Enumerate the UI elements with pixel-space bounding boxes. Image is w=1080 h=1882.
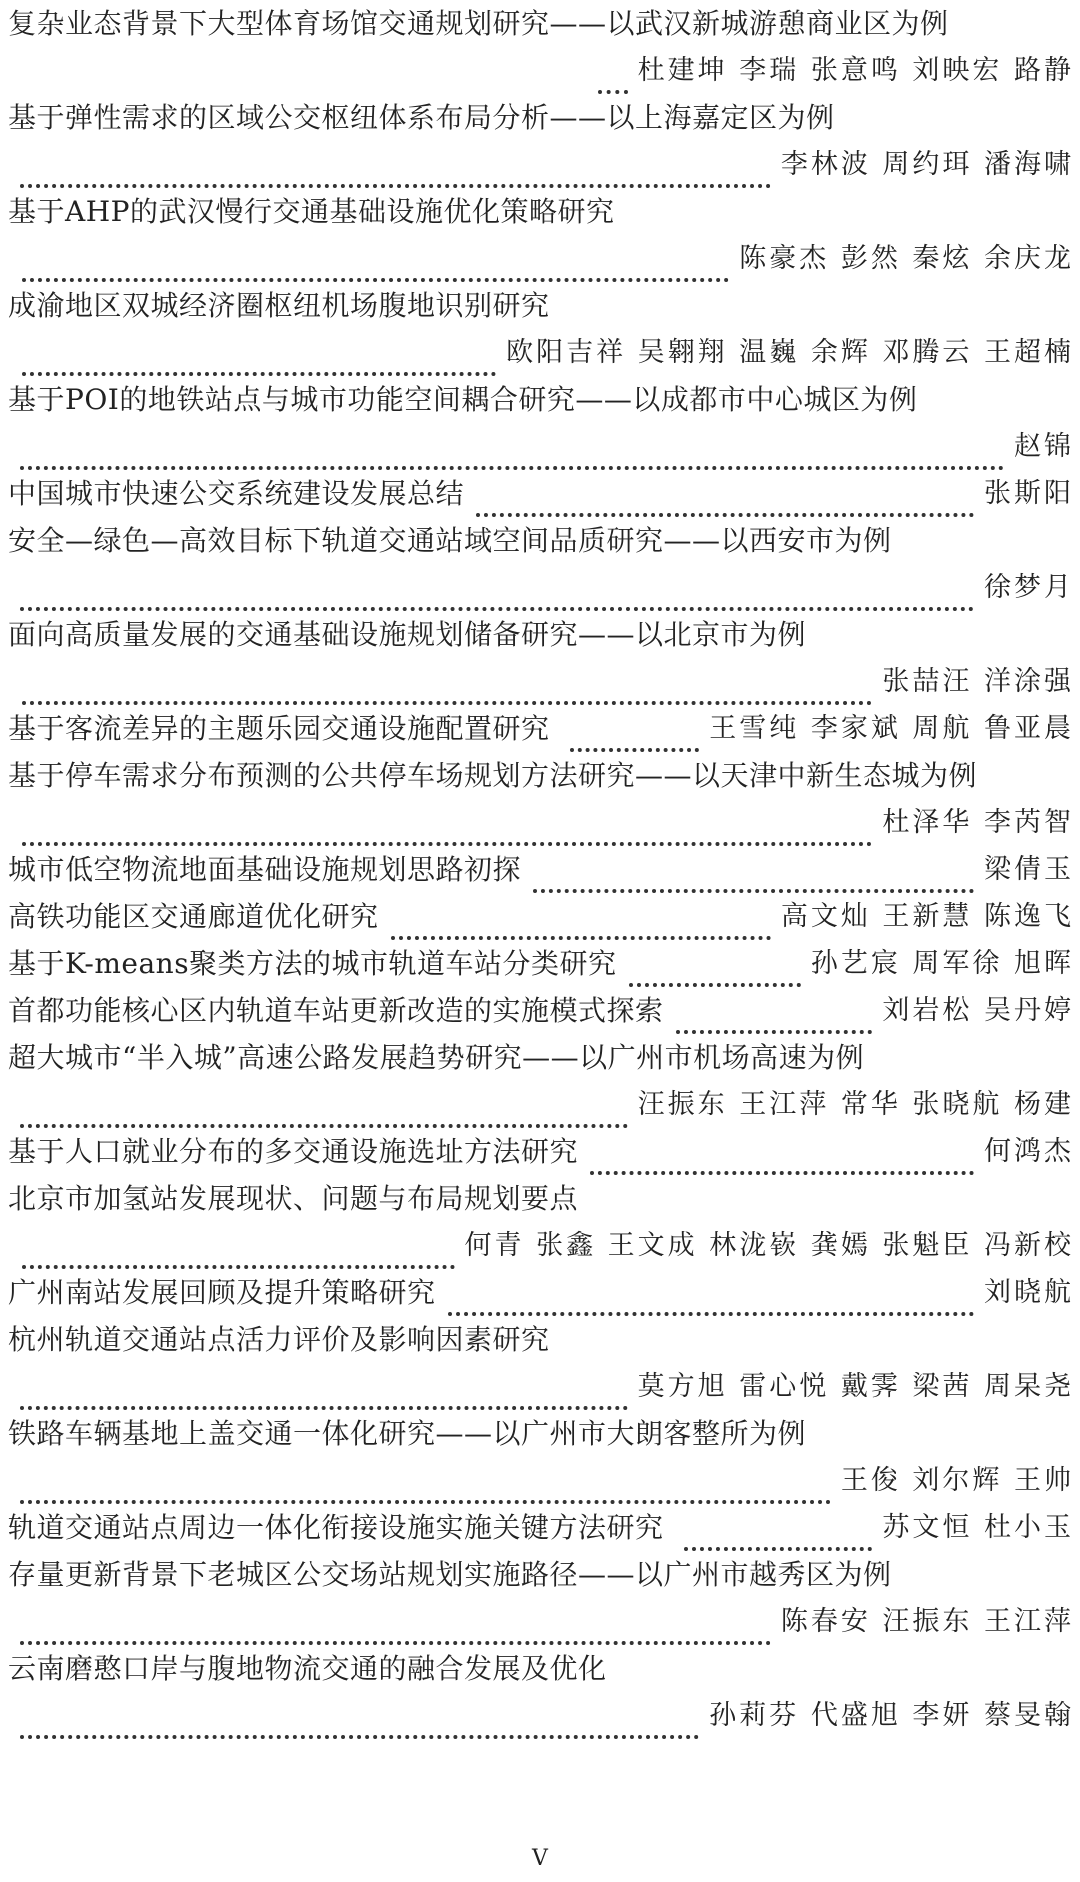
entry-authors: 孙艺宸 周军徐 旭晖 [810,948,1074,979]
leader-dots [20,1096,628,1128]
toc-entry-title[interactable] [8,517,1074,564]
entry-authors: 何青 张鑫 王文成 林泷嵚 龚嫣 张魁臣 冯新校 [464,1230,1074,1261]
entry-authors: 杜泽华 李芮智 [882,807,1074,838]
toc-entry-authors [8,799,1074,846]
entry-title: 安全—绿色—高效目标下轨道交通站域空间品质研究——以西安市为例 [8,524,892,557]
toc-entry-authors [8,1692,1074,1739]
entry-authors: 何鸿杰 [984,1136,1074,1167]
toc-entry[interactable] [8,987,1074,1034]
toc-entry[interactable] [8,470,1074,517]
entry-authors: 李林波 周约珥 潘海啸 [780,149,1074,180]
entry-title: 铁路车辆基地上盖交通一体化研究——以广州市大朗客整所为例 [8,1417,807,1450]
toc-entry-authors [8,423,1074,470]
leader-dots [20,1472,831,1504]
toc-entry-title[interactable] [8,188,1074,235]
page-number: V [532,1846,548,1871]
entry-authors: 张喆汪 洋涂强 [882,666,1074,697]
entry-authors: 莫方旭 雷心悦 戴霁 梁茜 周杲尧 [637,1371,1074,1402]
toc-entry[interactable] [8,940,1074,987]
entry-title: 基于AHP的武汉慢行交通基础设施优化策略研究 [8,195,615,228]
entry-title: 面向高质量发展的交通基础设施规划储备研究——以北京市为例 [8,618,807,651]
entry-title: 轨道交通站点周边一体化衔接设施实施关键方法研究 [8,1511,664,1544]
entry-authors: 欧阳吉祥 吴翱翔 温巍 余辉 邓腾云 王超楠 [506,337,1074,368]
toc-entry[interactable] [8,846,1074,893]
entry-authors: 梁倩玉 [984,854,1074,885]
entry-title: 中国城市快速公交系统建设发展总结 [8,477,465,510]
toc-entry-title[interactable] [8,0,1074,47]
leader-dots [22,250,729,282]
leader-dots [20,1378,628,1410]
toc-entry-authors [8,564,1074,611]
toc-entry-title[interactable] [8,1551,1074,1598]
entry-authors: 刘晓航 [984,1277,1074,1308]
toc-entry-title[interactable] [8,1316,1074,1363]
entry-title: 高铁功能区交通廊道优化研究 [8,900,379,933]
entry-authors: 王雪纯 李家斌 周航 鲁亚晨 [709,713,1074,744]
entry-title: 基于停车需求分布预测的公共停车场规划方法研究——以天津中新生态城为例 [8,759,978,792]
leader-dots [533,861,974,893]
toc-entry-title[interactable] [8,1034,1074,1081]
table-of-contents [8,0,1074,1739]
leader-dots [22,344,496,376]
entry-title: 基于客流差异的主题乐园交通设施配置研究 [8,712,550,745]
leader-dots [598,62,628,94]
toc-entry-authors [8,141,1074,188]
leader-dots [391,908,771,940]
entry-title: 广州南站发展回顾及提升策略研究 [8,1276,436,1309]
entry-title: 基于POI的地铁站点与城市功能空间耦合研究——以成都市中心城区为例 [8,383,918,416]
toc-entry-authors [8,1081,1074,1128]
entry-authors: 汪振东 王江萍 常华 张晓航 杨建 [637,1089,1074,1120]
entry-title: 复杂业态背景下大型体育场馆交通规划研究——以武汉新城游憩商业区为例 [8,7,949,40]
toc-entry-title[interactable] [8,376,1074,423]
entry-title: 基于人口就业分布的多交通设施选址方法研究 [8,1135,579,1168]
toc-entry[interactable] [8,1269,1074,1316]
toc-entry-authors [8,1457,1074,1504]
entry-authors: 刘岩松 吴丹婷 [882,995,1074,1026]
entry-authors: 高文灿 王新慧 陈逸飞 [780,901,1074,932]
leader-dots [20,1613,771,1645]
entry-title: 北京市加氢站发展现状、问题与布局规划要点 [8,1182,579,1215]
toc-entry-title[interactable] [8,1645,1074,1692]
toc-entry-authors [8,329,1074,376]
leader-dots [20,438,1004,470]
leader-dots [629,955,801,987]
entry-title: 云南磨憨口岸与腹地物流交通的融合发展及优化 [8,1652,607,1685]
entry-title: 存量更新背景下老城区公交场站规划实施路径——以广州市越秀区为例 [8,1558,892,1591]
entry-title: 超大城市“半入城”高速公路发展趋势研究——以广州市机场高速为例 [8,1041,865,1074]
toc-entry-title[interactable] [8,1410,1074,1457]
toc-entry-title[interactable] [8,752,1074,799]
toc-entry[interactable] [8,1128,1074,1175]
toc-entry-title[interactable] [8,1175,1074,1222]
leader-dots [22,673,872,705]
leader-dots [476,485,974,517]
toc-entry-authors [8,658,1074,705]
entry-title: 杭州轨道交通站点活力评价及影响因素研究 [8,1323,550,1356]
leader-dots [22,814,872,846]
toc-entry-authors [8,47,1074,94]
entry-authors: 杜建坤 李瑞 张意鸣 刘映宏 路静 [637,55,1074,86]
leader-dots [20,156,771,188]
toc-entry-authors [8,1598,1074,1645]
entry-authors: 张斯阳 [984,478,1074,509]
entry-authors: 赵锦 [1014,431,1074,462]
entry-authors: 陈豪杰 彭然 秦炫 余庆龙 [739,243,1074,274]
leader-dots [676,1002,873,1034]
entry-title: 基于弹性需求的区域公交枢纽体系布局分析——以上海嘉定区为例 [8,101,835,134]
entry-title: 城市低空物流地面基础设施规划思路初探 [8,853,522,886]
leader-dots [20,579,974,611]
toc-entry[interactable] [8,893,1074,940]
toc-entry[interactable] [8,705,1074,752]
entry-authors: 陈春安 汪振东 王江萍 [780,1606,1074,1637]
toc-entry[interactable] [8,1504,1074,1551]
entry-title: 成渝地区双城经济圈枢纽机场腹地识别研究 [8,289,550,322]
leader-dots [590,1143,974,1175]
leader-dots [22,1237,455,1269]
entry-authors: 王俊 刘尔辉 王帅 [840,1465,1074,1496]
leader-dots [684,1519,873,1551]
toc-entry-authors [8,1363,1074,1410]
leader-dots [570,720,700,752]
toc-entry-title[interactable] [8,611,1074,658]
leader-dots [20,1707,699,1739]
leader-dots [448,1284,974,1316]
entry-title: 首都功能核心区内轨道车站更新改造的实施模式探索 [8,994,664,1027]
entry-authors: 孙莉芬 代盛旭 李妍 蔡旻翰 [709,1700,1074,1731]
entry-title: 基于K-means聚类方法的城市轨道车站分类研究 [8,947,617,980]
toc-entry-title[interactable] [8,282,1074,329]
toc-entry-authors [8,1222,1074,1269]
entry-authors: 苏文恒 杜小玉 [882,1512,1074,1543]
entry-authors: 徐梦月 [984,572,1074,603]
toc-entry-authors [8,235,1074,282]
toc-entry-title[interactable] [8,94,1074,141]
